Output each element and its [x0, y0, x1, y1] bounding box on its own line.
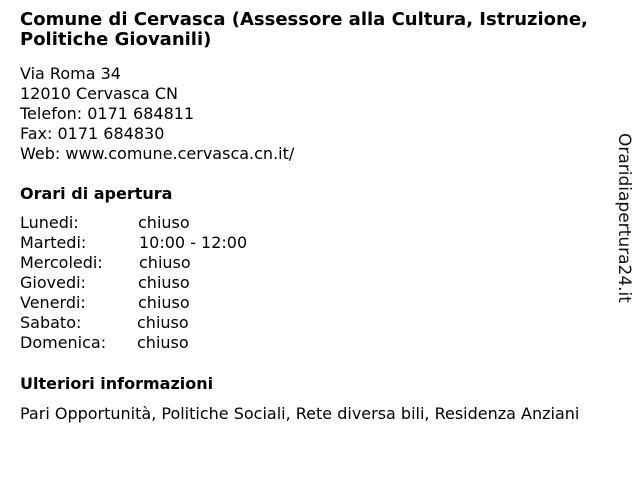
hours-row-friday: [20, 293, 420, 313]
additional-info-heading: Ulteriori informazioni: [20, 374, 214, 393]
hours-value: chiuso: [137, 333, 189, 352]
hours-row-tuesday: [20, 233, 420, 253]
hours-value: 10:00 - 12:00: [139, 233, 248, 252]
hours-row-sunday: [20, 333, 420, 353]
hours-value: chiuso: [138, 273, 190, 292]
day-label: Lunedi:: [20, 213, 79, 232]
phone-number: Telefon: 0171 684811: [20, 104, 195, 123]
hours-value: chiuso: [138, 213, 190, 232]
hours-row-wednesday: [20, 253, 420, 273]
hours-value: chiuso: [139, 253, 191, 272]
page-title: Comune di Cervasca (Assessore alla Cultura, Istruzione, Politiche Giovanili): [20, 9, 588, 50]
address-block: [20, 64, 294, 164]
site-watermark: Oraridiapertura24.it: [614, 133, 634, 303]
city-address: 12010 Cervasca CN: [20, 84, 179, 103]
day-label: Venerdi:: [20, 293, 86, 312]
day-label: Martedi:: [20, 233, 87, 252]
additional-info-text: Pari Opportunità, Politiche Sociali, Rete diversa bili, Residenza Anziani: [20, 404, 580, 423]
fax-number: Fax: 0171 684830: [20, 124, 165, 143]
hours-row-thursday: [20, 273, 420, 293]
opening-hours-heading: Orari di apertura: [20, 184, 173, 203]
hours-value: chiuso: [138, 293, 190, 312]
opening-hours-table: [20, 213, 420, 353]
day-label: Domenica:: [20, 333, 107, 352]
hours-value: chiuso: [137, 313, 189, 332]
day-label: Giovedi:: [20, 273, 86, 292]
website: Web: www.comune.cervasca.cn.it/: [20, 144, 295, 163]
day-label: Mercoledi:: [20, 253, 103, 272]
day-label: Sabato:: [20, 313, 82, 332]
hours-row-monday: [20, 213, 420, 233]
street-address: Via Roma 34: [20, 64, 121, 83]
hours-row-saturday: [20, 313, 420, 333]
